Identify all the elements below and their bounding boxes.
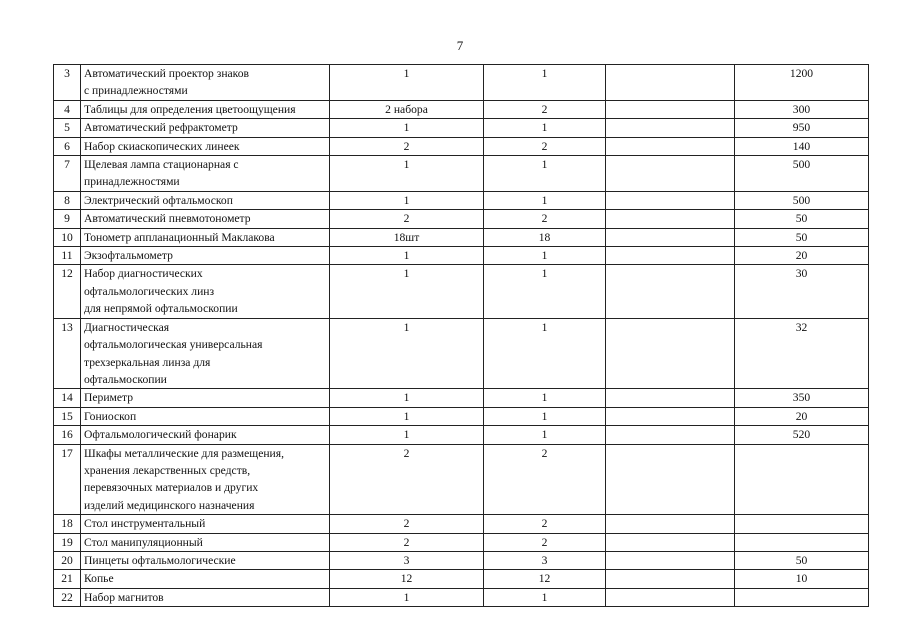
quantity-1: 2 [330,533,484,551]
table-row [54,588,869,606]
item-name-line: Гониоскоп [84,409,137,423]
item-name-line: Стол манипуляционный [84,535,203,549]
item-name [81,444,330,515]
empty-cell [606,588,735,606]
equipment-table [53,64,869,607]
quantity-2: 2 [484,515,606,533]
price-cell [735,533,869,551]
item-name-line: офтальмологических линз [84,284,215,298]
quantity-1: 1 [330,191,484,209]
price-cell: 50 [735,210,869,228]
quantity-1: 1 [330,407,484,425]
item-name [81,119,330,137]
item-name-line: Периметр [84,391,134,405]
item-name-line: Копье [84,572,114,586]
quantity-2: 1 [484,65,606,101]
row-number: 9 [54,210,81,228]
empty-cell [606,389,735,407]
quantity-2: 1 [484,426,606,444]
quantity-2: 2 [484,210,606,228]
price-cell: 520 [735,426,869,444]
empty-cell [606,444,735,515]
table-row [54,100,869,118]
price-cell: 10 [735,570,869,588]
table-row [54,228,869,246]
quantity-2: 1 [484,265,606,318]
empty-cell [606,515,735,533]
quantity-2: 2 [484,444,606,515]
item-name-line: изделий медицинского назначения [84,498,255,512]
item-name-line: Автоматический проектор знаков [84,67,249,80]
item-name [81,228,330,246]
quantity-1: 1 [330,247,484,265]
row-number: 3 [54,65,81,101]
quantity-2: 1 [484,191,606,209]
empty-cell [606,551,735,569]
item-name-line: для непрямой офтальмоскопии [84,302,238,316]
empty-cell [606,426,735,444]
quantity-1: 2 [330,515,484,533]
item-name-line: Пинцеты офтальмологические [84,553,236,567]
quantity-2: 1 [484,156,606,192]
item-name-line: офтальмологическая универсальная [84,338,263,352]
item-name-line: трехзеркальная линза для [84,355,211,369]
price-cell: 20 [735,407,869,425]
item-name-line: Набор магнитов [84,590,164,604]
price-cell: 1200 [735,65,869,101]
quantity-2: 1 [484,318,606,389]
item-name [81,156,330,192]
quantity-1: 1 [330,318,484,389]
empty-cell [606,65,735,101]
row-number: 10 [54,228,81,246]
item-name-line: Набор диагностических [84,267,203,281]
quantity-2: 2 [484,137,606,155]
row-number: 6 [54,137,81,155]
empty-cell [606,247,735,265]
quantity-1: 12 [330,570,484,588]
item-name-line: хранения лекарственных средств, [84,463,251,477]
row-number: 22 [54,588,81,606]
table-row [54,515,869,533]
item-name [81,265,330,318]
table-row [54,265,869,318]
quantity-1: 1 [330,65,484,101]
table-row [54,389,869,407]
item-name-line: Экзофтальмометр [84,249,173,263]
empty-cell [606,533,735,551]
price-cell: 30 [735,265,869,318]
quantity-2: 12 [484,570,606,588]
price-cell: 32 [735,318,869,389]
quantity-2: 1 [484,247,606,265]
quantity-1: 1 [330,389,484,407]
empty-cell [606,100,735,118]
page-number: 7 [456,38,464,53]
quantity-2: 1 [484,407,606,425]
price-cell: 300 [735,100,869,118]
item-name [81,247,330,265]
row-number: 8 [54,191,81,209]
item-name-line: Автоматический рефрактометр [84,121,238,135]
price-cell: 50 [735,228,869,246]
quantity-2: 1 [484,588,606,606]
item-name [81,191,330,209]
row-number: 16 [54,426,81,444]
item-name-line: Автоматический пневмотонометр [84,212,251,226]
item-name [81,65,330,101]
quantity-2: 1 [484,119,606,137]
table-row [54,210,869,228]
empty-cell [606,265,735,318]
item-name-line: Тонометр аппланационный Маклакова [84,230,275,244]
table-row [54,407,869,425]
price-cell [735,515,869,533]
row-number: 18 [54,515,81,533]
empty-cell [606,318,735,389]
table-row [54,119,869,137]
item-name-line: Набор скиаскопических линеек [84,139,240,153]
row-number: 13 [54,318,81,389]
item-name [81,515,330,533]
quantity-1: 18шт [330,228,484,246]
price-cell [735,444,869,515]
empty-cell [606,119,735,137]
row-number: 15 [54,407,81,425]
price-cell: 50 [735,551,869,569]
row-number: 11 [54,247,81,265]
empty-cell [606,156,735,192]
item-name [81,210,330,228]
row-number: 20 [54,551,81,569]
row-number: 17 [54,444,81,515]
price-cell: 500 [735,156,869,192]
quantity-2: 2 [484,533,606,551]
item-name [81,137,330,155]
row-number: 4 [54,100,81,118]
table-row [54,247,869,265]
quantity-1: 1 [330,588,484,606]
empty-cell [606,228,735,246]
item-name-line: с принадлежностями [84,84,188,98]
item-name [81,426,330,444]
price-cell: 500 [735,191,869,209]
quantity-1: 3 [330,551,484,569]
row-number: 14 [54,389,81,407]
table-row [54,318,869,389]
item-name-line: Электрический офтальмоскоп [84,193,233,207]
table-row [54,551,869,569]
item-name-line: перевязочных материалов и других [84,481,259,495]
item-name-line: Диагностическая [84,320,170,334]
table-row [54,65,869,101]
quantity-1: 2 [330,444,484,515]
table-row [54,426,869,444]
table-row [54,137,869,155]
quantity-2: 1 [484,389,606,407]
empty-cell [606,407,735,425]
item-name [81,533,330,551]
item-name [81,389,330,407]
item-name-line: принадлежностями [84,175,180,189]
equipment-table-body [54,65,869,607]
price-cell: 350 [735,389,869,407]
quantity-2: 3 [484,551,606,569]
row-number: 12 [54,265,81,318]
quantity-1: 2 [330,137,484,155]
table-row [54,570,869,588]
empty-cell [606,570,735,588]
empty-cell [606,137,735,155]
item-name-line: Шкафы металлические для размещения, [84,446,284,460]
quantity-2: 2 [484,100,606,118]
item-name-line: офтальмоскопии [84,372,167,386]
table-row [54,156,869,192]
item-name [81,588,330,606]
item-name-line: Офтальмологический фонарик [84,428,237,442]
item-name [81,570,330,588]
row-number: 21 [54,570,81,588]
item-name [81,551,330,569]
quantity-2: 18 [484,228,606,246]
table-row [54,444,869,515]
item-name-line: Стол инструментальный [84,517,206,531]
empty-cell [606,210,735,228]
row-number: 19 [54,533,81,551]
table-row [54,191,869,209]
empty-cell [606,191,735,209]
item-name [81,407,330,425]
price-cell: 20 [735,247,869,265]
item-name [81,318,330,389]
quantity-1: 1 [330,426,484,444]
item-name-line: Щелевая лампа стационарная с [84,158,239,172]
quantity-1: 2 [330,210,484,228]
price-cell: 950 [735,119,869,137]
item-name [81,100,330,118]
quantity-1: 1 [330,265,484,318]
row-number: 5 [54,119,81,137]
price-cell: 140 [735,137,869,155]
row-number: 7 [54,156,81,192]
quantity-1: 1 [330,156,484,192]
quantity-1: 2 набора [330,100,484,118]
item-name-line: Таблицы для определения цветоощущения [84,102,296,116]
price-cell [735,588,869,606]
quantity-1: 1 [330,119,484,137]
table-row [54,533,869,551]
